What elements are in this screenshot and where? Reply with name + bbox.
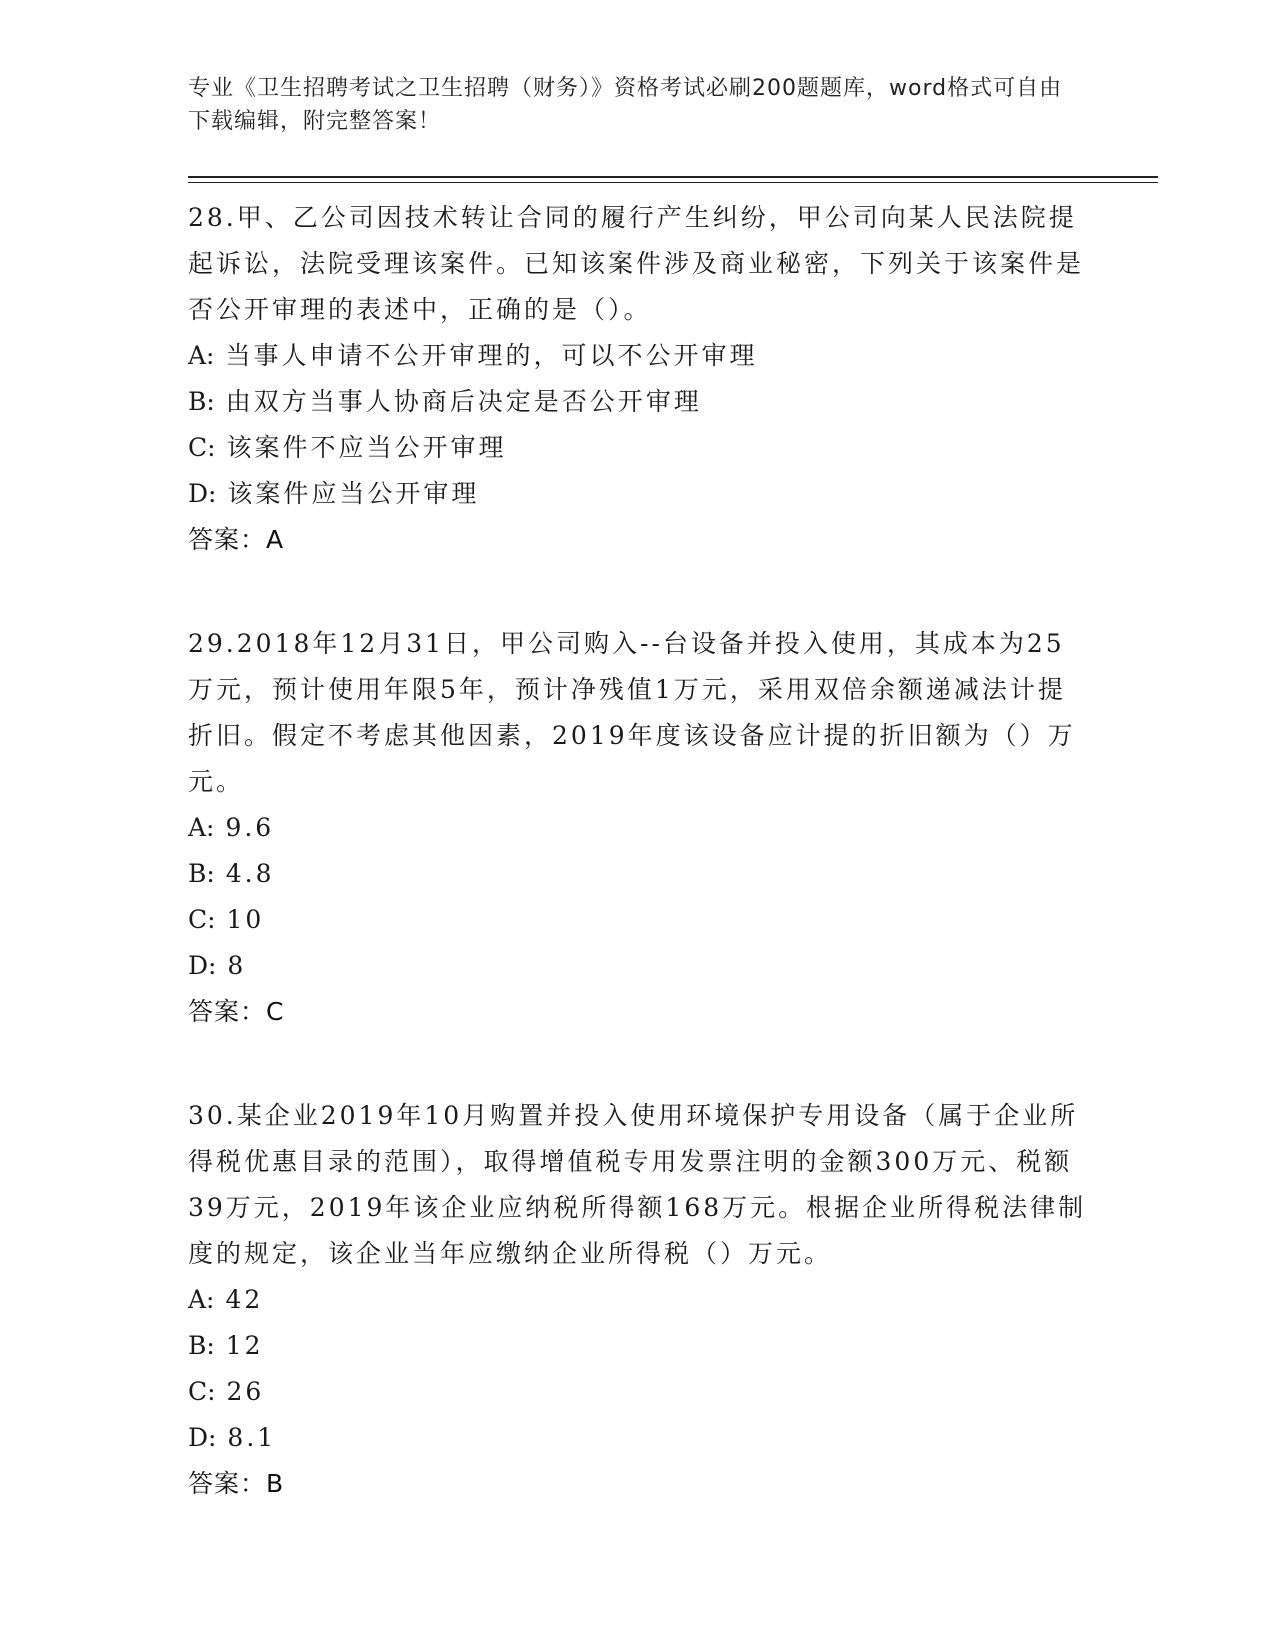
question-30 [188, 1093, 1158, 1507]
option-text: 8 [227, 951, 247, 980]
option-text: 26 [226, 1377, 265, 1406]
option-d [188, 1415, 1158, 1461]
answer-line: 答案：A [188, 525, 285, 554]
option-key: D: [188, 951, 217, 980]
option-key: B: [188, 859, 215, 888]
question-28 [188, 195, 1158, 563]
option-key: B: [188, 1331, 215, 1360]
option-text: 8.1 [227, 1423, 277, 1452]
question-stem: 29.2018年12月31日，甲公司购入--台设备并投入使用，其成本为25万元，预计使用年限5年，预计净残值1万元，采用双倍余额递减法计提折旧。假定不考虑其他因素，2019年度该设备应计提的折旧额为（）万元。 [188, 629, 1076, 796]
option-text: 当事人申请不公开审理的，可以不公开审理 [225, 341, 758, 370]
option-text: 42 [225, 1285, 264, 1314]
option-text: 该案件不应当公开审理 [226, 433, 507, 462]
option-b [188, 851, 1158, 897]
option-b [188, 1323, 1158, 1369]
divider-thick-line [188, 176, 1158, 178]
option-c [188, 425, 1158, 471]
question-29 [188, 621, 1158, 1035]
option-key: A: [188, 341, 215, 370]
option-c [188, 1369, 1158, 1415]
question-stem: 30.某企业2019年10月购置并投入使用环境保护专用设备（属于企业所得税优惠目录的范围），取得增值税专用发票注明的金额300万元、税额39万元，2019年该企业应纳税所得额168万元。根据企业所得税法律制度的规定，该企业当年应缴纳企业所得税（）万元。 [188, 1101, 1087, 1268]
document-page [188, 72, 1158, 1507]
option-a [188, 805, 1158, 851]
option-key: B: [188, 387, 215, 416]
option-d [188, 943, 1158, 989]
option-key: C: [188, 433, 216, 462]
option-key: D: [188, 1423, 217, 1452]
document-header: 专业《卫生招聘考试之卫生招聘（财务）》资格考试必刷200题题库，word格式可自由下载编辑，附完整答案！ [188, 76, 1063, 134]
option-b [188, 379, 1158, 425]
option-text: 由双方当事人协商后决定是否公开审理 [225, 387, 702, 416]
answer-line: 答案：C [188, 997, 285, 1026]
header-divider [188, 176, 1158, 183]
option-a [188, 1277, 1158, 1323]
option-key: A: [188, 1285, 215, 1314]
option-text: 该案件应当公开审理 [227, 479, 480, 508]
option-a [188, 333, 1158, 379]
question-stem: 28.甲、乙公司因技术转让合同的履行产生纠纷，甲公司向某人民法院提起诉讼，法院受理该案件。已知该案件涉及商业秘密，下列关于该案件是否公开审理的表述中，正确的是（）。 [188, 203, 1085, 324]
option-c [188, 897, 1158, 943]
option-text: 12 [225, 1331, 264, 1360]
answer-line: 答案：B [188, 1469, 285, 1498]
option-key: C: [188, 905, 216, 934]
option-key: C: [188, 1377, 216, 1406]
option-text: 9.6 [225, 813, 275, 842]
option-key: A: [188, 813, 215, 842]
option-text: 10 [226, 905, 265, 934]
option-key: D: [188, 479, 217, 508]
option-text: 4.8 [225, 859, 275, 888]
option-d [188, 471, 1158, 517]
divider-thin-line [188, 182, 1158, 183]
